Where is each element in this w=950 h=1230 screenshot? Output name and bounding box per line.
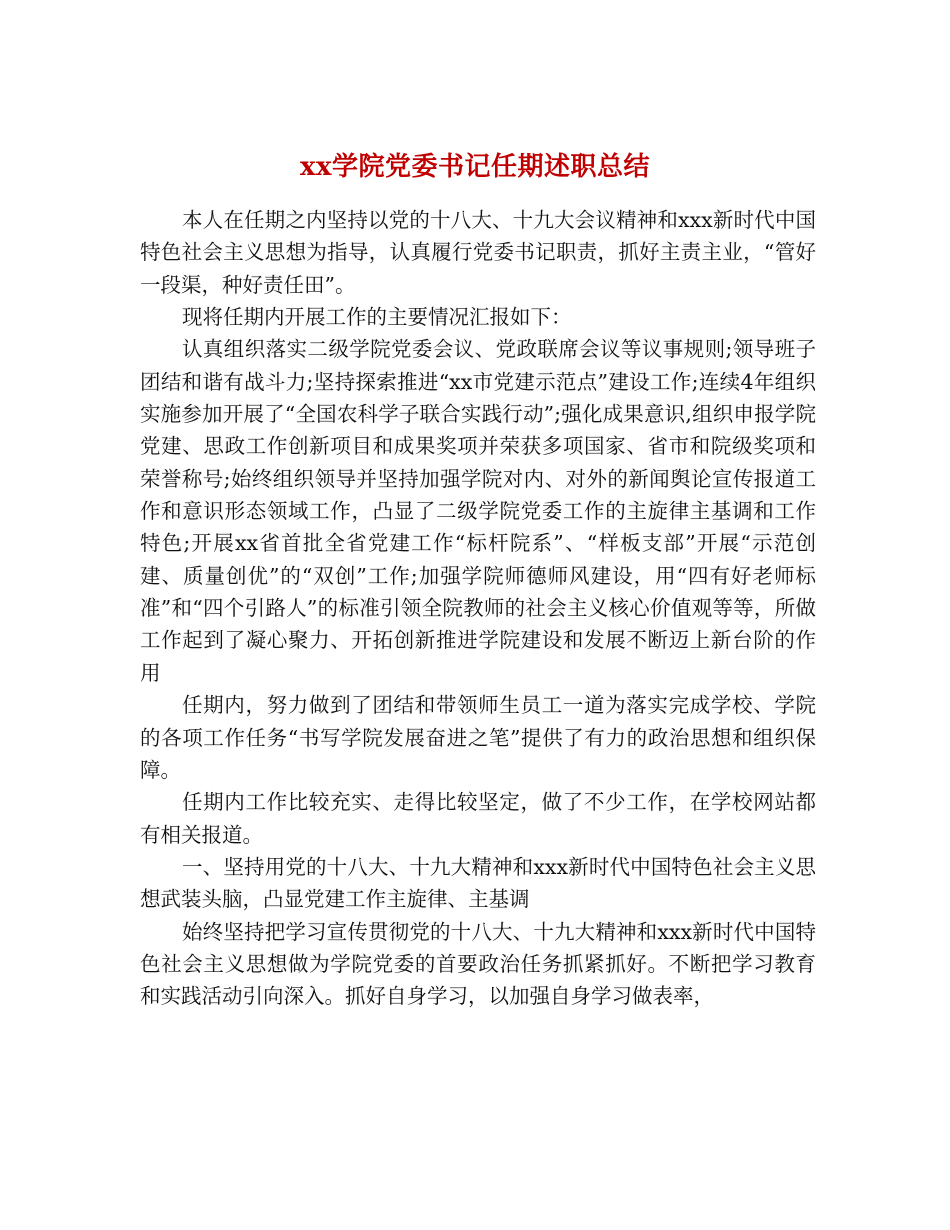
paragraph-study: 始终坚持把学习宣传贯彻党的十八大、十九大精神和xxx新时代中国特色社会主义思想做为学院党委的首要政治任务抓紧抓好。不断把学习教育和实践活动引向深入。抓好自身学习，以加强自身学习做表率， [140, 919, 816, 1009]
paragraph-report-lead: 现将任期内开展工作的主要情况汇报如下： [182, 305, 572, 330]
paragraph-intro: 本人在任期之内坚持以党的十八大、十九大会议精神和xxx新时代中国特色社会主义思想为指导，认真履行党委书记职责，抓好主责主业，“管好一段渠，种好责任田”。 [140, 208, 816, 297]
document-title: xx学院党委书记任期述职总结 [299, 152, 650, 183]
paragraph-reports: 任期内工作比较充实、走得比较坚定，做了不少工作，在学校网站都有相关报道。 [140, 790, 816, 847]
paragraph-work-summary: 认真组织落实二级学院党委会议、党政联席会议等议事规则;领导班子团结和谐有战斗力;坚持探索推进“xx市党建示范点”建设工作;连续4年组织实施参加开展了“全国农科学子联合实践行动”;强化成果意识,组织申报学院党建、思政工作创新项目和成果奖项并荣获多项国家、省市和院级奖项和荣誉称号;始终组织领导并坚持加强学院对内、对外的新闻舆论宣传报道工作和意识形态领域工作，凸显了二级学院党委工作的主旋律主基调和工作特色;开展xx省首批全省党建工作“标杆院系”、“样板支部”开展“示范创建、质量创优”的“双创”工作;加强学院师德师风建设，用“四有好老师标准”和“四个引路人”的标准引领全院教师的社会主义核心价值观等等，所做工作起到了凝心聚力、开拓创新推进学院建设和发展不断迈上新台阶的作用 [140, 337, 816, 685]
section-heading-one: 一、坚持用党的十八大、十九大精神和xxx新时代中国特色社会主义思想武装头脑，凸显党建工作主旋律、主基调 [140, 854, 816, 912]
paragraph-leadership: 任期内，努力做到了团结和带领师生员工一道为落实完成学校、学院的各项工作任务“书写学院发展奋进之笔”提供了有力的政治思想和组织保障。 [140, 693, 816, 782]
document-body [140, 204, 816, 1013]
